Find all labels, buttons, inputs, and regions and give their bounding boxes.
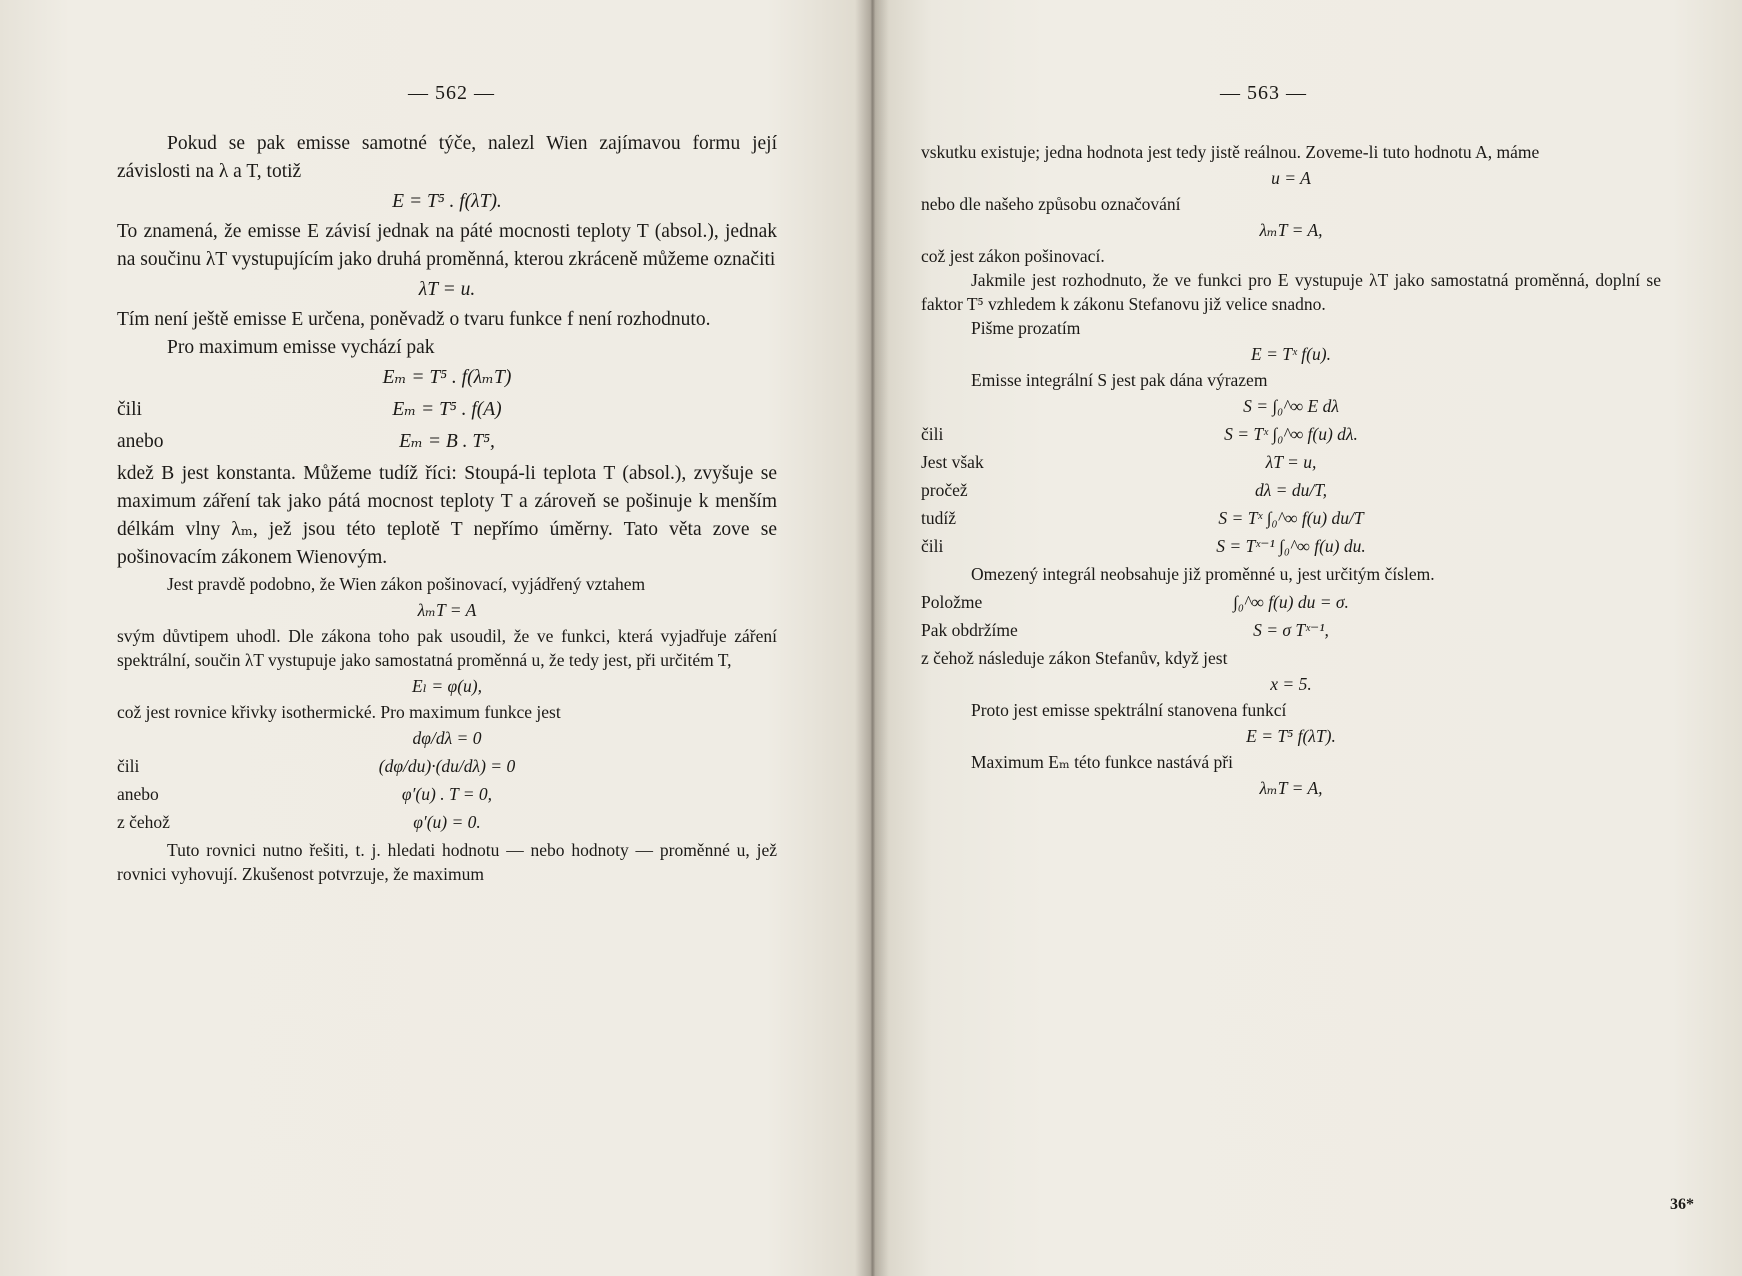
paragraph: Emisse integrální S jest pak dána výrazem bbox=[971, 370, 1268, 390]
equation: dφ/dλ = 0 bbox=[412, 728, 482, 748]
equation: S = ∫₀^∞ E dλ bbox=[1243, 396, 1339, 416]
equation-row bbox=[921, 422, 1661, 446]
equation-label: Pak obdržíme bbox=[921, 620, 1018, 640]
equation: S = σ Tˣ⁻¹, bbox=[1253, 620, 1329, 640]
equation: λₘT = A, bbox=[1259, 778, 1323, 798]
equation: u = A bbox=[1271, 168, 1311, 188]
equation-row bbox=[921, 590, 1661, 614]
equation-row bbox=[921, 478, 1661, 502]
equation: λₘT = A, bbox=[1259, 220, 1323, 240]
equation: S = Tˣ ∫₀^∞ f(u) dλ. bbox=[1224, 424, 1358, 444]
equation: φ′(u) . T = 0, bbox=[401, 784, 493, 804]
equation: Eₘ = B . T⁵, bbox=[399, 431, 495, 452]
left-text-column bbox=[117, 130, 777, 886]
equation: λₘT = A bbox=[417, 600, 477, 620]
paragraph: Tím není ještě emisse E určena, poněvadž o tvaru funkce f není rozhodnuto. bbox=[117, 309, 711, 330]
paragraph: Pišme prozatím bbox=[971, 318, 1081, 338]
equation-row bbox=[117, 396, 777, 424]
equation-row bbox=[117, 428, 777, 456]
equation: φ′(u) = 0. bbox=[413, 812, 481, 832]
signature-mark: 36* bbox=[1670, 1196, 1694, 1213]
equation: λT = u. bbox=[418, 279, 476, 300]
equation: S = Tˣ⁻¹ ∫₀^∞ f(u) du. bbox=[1216, 536, 1366, 556]
equation-row bbox=[921, 506, 1661, 530]
equation-label: čili bbox=[921, 424, 944, 444]
paragraph: což jest zákon pošinovací. bbox=[921, 246, 1105, 266]
equation-label: pročež bbox=[921, 480, 968, 500]
right-page bbox=[871, 0, 1742, 1276]
equation-label: čili bbox=[921, 536, 944, 556]
page-number-right: — 563 — bbox=[1220, 82, 1307, 104]
equation: Eₘ = T⁵ . f(λₘT) bbox=[382, 367, 512, 388]
equation: E = Tˣ f(u). bbox=[1251, 344, 1331, 364]
right-text-column bbox=[921, 140, 1661, 802]
paragraph: což jest rovnice křivky isothermické. Pro maximum funkce jest bbox=[117, 702, 561, 722]
equation: Eₗ = φ(u), bbox=[412, 676, 482, 696]
equation: S = Tˣ ∫₀^∞ f(u) du/T bbox=[1218, 508, 1364, 528]
paragraph: To znamená, že emisse E závisí jednak na páté mocnosti teploty T (absol.), jednak na součinu λT vystupujícím jako druhá proměnná, kterou zkráceně můžeme označiti bbox=[117, 221, 777, 270]
equation-label: čili bbox=[117, 756, 140, 776]
page-number-left: — 562 — bbox=[408, 82, 495, 104]
paragraph: Omezený integrál neobsahuje již proměnné u, jest určitým číslem. bbox=[971, 564, 1435, 584]
equation-row bbox=[921, 534, 1661, 558]
paragraph: kdež B jest konstanta. Můžeme tudíž říci: Stoupá-li teplota T (absol.), zvyšuje se maximum záření tak jako pátá mocnost teploty T a zároveň se pošinuje k menším délkám vlny λₘ, jež jsou této teplotě T nepřímo úměrny. Tato věta zove se pošinovacím zákonem Wienovým. bbox=[117, 463, 777, 568]
equation-row bbox=[921, 618, 1661, 642]
equation-label: tudíž bbox=[921, 508, 956, 528]
equation-row bbox=[117, 782, 777, 806]
equation-label: anebo bbox=[117, 784, 159, 804]
equation: dλ = du/T, bbox=[1254, 480, 1328, 500]
paragraph: svým důvtipem uhodl. Dle zákona toho pak usoudil, že ve funkci, která vyjadřuje záření spektrální, součin λT vystupuje jako samostatná proměnná u, že tedy jest, při určitém T, bbox=[117, 626, 777, 670]
equation-label: Jest však bbox=[921, 452, 984, 472]
equation: ∫₀^∞ f(u) du = σ. bbox=[1233, 592, 1349, 612]
paragraph: Maximum Eₘ této funkce nastává při bbox=[971, 752, 1233, 772]
paragraph: Tuto rovnici nutno řešiti, t. j. hledati hodnotu — nebo hodnoty — proměnné u, jež rovnici vyhovují. Zkušenost potvrzuje, že maximum bbox=[117, 840, 777, 884]
equation: λT = u, bbox=[1265, 452, 1317, 472]
equation-label: anebo bbox=[117, 431, 164, 452]
equation-label: Položme bbox=[921, 592, 983, 612]
paragraph: Jakmile jest rozhodnuto, že ve funkci pro E vystupuje λT jako samostatná proměnná, doplní se faktor T⁵ vzhledem k zákonu Stefanovu již velice snadno. bbox=[921, 270, 1661, 314]
paragraph: Proto jest emisse spektrální stanovena funkcí bbox=[971, 700, 1287, 720]
paragraph: vskutku existuje; jedna hodnota jest tedy jistě reálnou. Zoveme-li tuto hodnotu A, máme bbox=[921, 142, 1540, 162]
equation: x = 5. bbox=[1270, 674, 1312, 694]
equation-row bbox=[921, 450, 1661, 474]
equation: (dφ/du)·(du/dλ) = 0 bbox=[378, 756, 516, 776]
paragraph: Jest pravdě podobno, že Wien zákon pošinovací, vyjádřený vztahem bbox=[167, 574, 646, 594]
paragraph: nebo dle našeho způsobu označování bbox=[921, 194, 1181, 214]
equation-row bbox=[117, 754, 777, 778]
paragraph: Pro maximum emisse vychází pak bbox=[167, 337, 435, 358]
equation-label: z čehož bbox=[117, 812, 170, 832]
equation-label: čili bbox=[117, 399, 142, 420]
equation: E = T⁵ f(λT). bbox=[1246, 726, 1336, 746]
equation: E = T⁵ . f(λT). bbox=[392, 191, 502, 212]
paragraph: z čehož následuje zákon Stefanův, když jest bbox=[921, 648, 1228, 668]
equation: Eₘ = T⁵ . f(A) bbox=[392, 399, 502, 420]
paragraph: Pokud se pak emisse samotné týče, nalezl Wien zajímavou formu její závislosti na λ a T, totiž bbox=[117, 133, 777, 182]
equation-row bbox=[117, 810, 777, 834]
